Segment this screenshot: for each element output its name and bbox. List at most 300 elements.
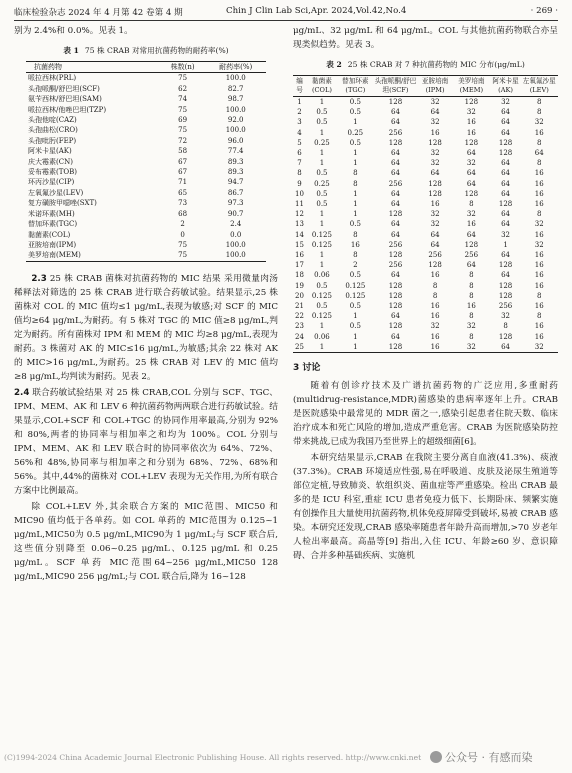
table1-row xyxy=(26,84,266,94)
table2-cell: 8 xyxy=(432,291,438,300)
table2-cell: 64 xyxy=(501,210,511,219)
table2-cell: 64 xyxy=(430,240,440,249)
section-2-4-text: 联合药敏试验结果 对 25 株 CRAB,COL 分别与 SCF、TGC、IPM、MEM、AK 和 LEV 6 种抗菌药物两两联合进行药敏试验。结果显示,COL+SCF 和 COL+TGC 的协同作用率最高,分别为 92%和 80%,两者的协同率与相加率之和均为 100%。COL 分别与 IPM、MEM、AK 和 LEV 联合时的协同率依次为 64%、72%、56%和 48%,协同率与相加率之和分别为 68%、72%、68%和 56%。其中,44%的菌株对 COL+LEV 表现为无关作用,为所有联合方案中比例最高。 xyxy=(14,387,278,496)
table2-cell: 64 xyxy=(534,149,544,158)
table2-cell: 128 xyxy=(388,322,403,331)
table1-row xyxy=(26,146,266,156)
table2-cell: 2 xyxy=(353,261,358,270)
table1-cell: 复方磺胺甲噁唑(SXT) xyxy=(28,199,97,208)
table2-cell: 0.5 xyxy=(349,98,361,106)
table2-cell: 32 xyxy=(430,220,440,229)
table2-cell: 1 xyxy=(319,251,325,260)
table1-cell: 97.3 xyxy=(227,199,244,208)
table2-cell: 8 xyxy=(469,291,474,300)
table1-cell: 2.4 xyxy=(230,220,242,229)
table2-cell: 17 xyxy=(295,261,304,270)
table1-cell: 62 xyxy=(178,84,188,93)
table2-cell: 256 xyxy=(498,302,513,311)
table2-cell: 128 xyxy=(464,138,479,147)
table1-cell: 氨苄西林/舒巴坦(SAM) xyxy=(28,95,102,104)
table2-row xyxy=(293,332,558,342)
table2-cell: 16 xyxy=(430,128,440,137)
table2-cell: 128 xyxy=(498,261,513,270)
table1-cell: 73 xyxy=(178,199,188,208)
table2-cell: 32 xyxy=(466,108,476,117)
table2-cell: 64 xyxy=(501,179,511,188)
table2-cell: 256 xyxy=(388,128,403,137)
table2-cell: 8 xyxy=(353,230,358,239)
table1-cell: 71 xyxy=(178,178,188,187)
table2-cell: 64 xyxy=(501,220,511,229)
table1-cell: 65 xyxy=(178,188,188,197)
table2-cell: 32 xyxy=(501,98,511,106)
table2-header: 美罗培南(MEM) xyxy=(458,77,485,94)
table2-cell: 2 xyxy=(297,108,302,117)
table2-cell: 4 xyxy=(297,128,302,137)
table2-cell: 0.125 xyxy=(345,291,366,300)
table2-cell: 3 xyxy=(297,118,302,127)
table2-cell: 32 xyxy=(430,210,440,219)
table2-cell: 0.125 xyxy=(311,230,332,239)
table1-cell: 妥布霉素(TOB) xyxy=(28,168,78,177)
table2-cell: 8 xyxy=(537,291,542,300)
table2-cell: 256 xyxy=(388,261,403,270)
table2-cell: 0.5 xyxy=(349,138,361,147)
table2-cell: 9 xyxy=(297,179,302,188)
table2-cell: 8 xyxy=(537,312,542,321)
table1-cell: 89.3 xyxy=(227,168,244,177)
table1-cell: 庆大霉素(CN) xyxy=(28,157,73,166)
table2-caption xyxy=(293,58,558,72)
table2-header: 亚胺培南(IPM) xyxy=(421,77,449,94)
table2-cell: 128 xyxy=(388,281,403,290)
table2-cell: 128 xyxy=(428,179,442,188)
table1-cell: 82.7 xyxy=(227,84,244,93)
table2-cell: 64 xyxy=(391,189,400,198)
table2-cell: 1 xyxy=(503,240,508,249)
table2-cell: 1 xyxy=(319,159,325,168)
table2-cell: 8 xyxy=(503,322,508,331)
table1-header: 抗菌药物 xyxy=(34,63,62,71)
table2-cell: 64 xyxy=(391,230,400,239)
table2-cell: 1 xyxy=(353,332,358,341)
table2-row xyxy=(293,301,558,311)
table2-cell: 32 xyxy=(466,210,476,219)
table2-header: 替加环素(TGC) xyxy=(342,77,369,94)
table2-row xyxy=(293,138,558,148)
table2-cell: 1 xyxy=(297,98,302,106)
table1-cell: 75 xyxy=(178,74,188,83)
table1-cell: 72 xyxy=(178,136,188,145)
table1-cell: 96.0 xyxy=(227,136,244,145)
table2-cell: 32 xyxy=(501,230,511,239)
table2-cell: 8 xyxy=(537,159,542,168)
table2-cell: 64 xyxy=(430,169,440,178)
table2-cell: 32 xyxy=(501,312,511,321)
table1-title: 75 株 CRAB 对常用抗菌药物的耐药率(%) xyxy=(84,46,229,55)
table2-header: 头孢哌酮/舒巴坦(SCF) xyxy=(374,77,417,94)
table2-cell: 128 xyxy=(464,240,479,249)
table2-cell: 16 xyxy=(466,128,476,137)
table2-cell: 7 xyxy=(297,159,302,168)
table2-cell: 16 xyxy=(534,189,544,198)
header-page-number: · 269 · xyxy=(530,6,558,16)
table1-row xyxy=(26,94,266,104)
table2-cell: 128 xyxy=(428,189,442,198)
table2-cell: 0.25 xyxy=(314,138,330,147)
table1-row xyxy=(26,105,266,115)
table2-cell: 128 xyxy=(388,302,403,311)
table2-row xyxy=(293,158,558,168)
header-journal-cn: 临床检验杂志 2024 年 4 月第 42 卷第 4 期 xyxy=(14,8,183,18)
table2-row xyxy=(293,270,558,280)
table1-caption xyxy=(14,44,278,58)
table2-cell: 14 xyxy=(295,230,304,239)
table2-cell: 19 xyxy=(295,281,304,290)
table2-cell: 8 xyxy=(432,281,438,290)
table1-cell: 美罗培南(MEM) xyxy=(28,251,81,260)
table2-cell: 128 xyxy=(464,98,479,106)
table1-cell: 92.0 xyxy=(227,116,244,125)
table2-cell: 128 xyxy=(388,98,403,106)
table1-cell: 90.7 xyxy=(227,209,244,218)
table2-cell: 0.5 xyxy=(316,200,328,209)
table2 xyxy=(293,75,558,353)
table2-row xyxy=(293,321,558,331)
table2-row xyxy=(293,168,558,178)
table2-row xyxy=(293,117,558,127)
table2-cell: 64 xyxy=(501,271,511,280)
table1-row xyxy=(26,209,266,219)
table1-row xyxy=(26,230,266,240)
table1-cell: 98.7 xyxy=(227,95,244,104)
table2-cell: 1 xyxy=(353,200,358,209)
table2-cell: 64 xyxy=(501,251,511,260)
table2-cell: 22 xyxy=(295,312,304,321)
table2-row xyxy=(293,250,558,260)
table2-cell: 16 xyxy=(534,281,544,290)
table2-row xyxy=(293,209,558,219)
table1-row xyxy=(26,167,266,177)
table2-cell: 32 xyxy=(466,159,476,168)
table2-row xyxy=(293,97,558,108)
table2-row xyxy=(293,260,558,270)
table1-cell: 100.0 xyxy=(225,240,246,249)
table2-cell: 0.06 xyxy=(314,271,330,280)
table2-cell: 64 xyxy=(466,261,476,270)
table2-cell: 8 xyxy=(469,271,474,280)
table2-cell: 64 xyxy=(391,118,400,127)
section-2-4 xyxy=(14,386,278,498)
header-rule xyxy=(14,20,558,21)
table2-cell: 16 xyxy=(534,179,544,188)
wechat-icon xyxy=(430,751,442,763)
table2-cell: 16 xyxy=(350,240,360,249)
table2-row xyxy=(293,240,558,250)
table2-header: 编号 xyxy=(296,77,303,94)
table2-cell: 64 xyxy=(430,230,440,239)
table2-cell: 64 xyxy=(466,179,476,188)
table1-cell: 67 xyxy=(178,157,188,166)
table2-cell: 8 xyxy=(469,200,474,209)
table2-cell: 16 xyxy=(534,332,544,341)
table2-cell: 0.5 xyxy=(316,169,328,178)
table2-cell: 23 xyxy=(295,322,304,331)
table2-cell: 16 xyxy=(466,220,476,229)
table2-cell: 0.5 xyxy=(349,302,361,311)
table2-cell: 8 xyxy=(297,169,302,178)
table2-cell: 64 xyxy=(501,118,511,127)
table2-cell: 64 xyxy=(501,169,511,178)
table2-cell: 256 xyxy=(388,179,403,188)
table2-cell: 0.5 xyxy=(316,118,328,127)
table1-cell: 头孢他啶(CAZ) xyxy=(28,116,77,125)
table2-body xyxy=(293,97,558,353)
table2-cell: 128 xyxy=(498,200,513,209)
table2-cell: 15 xyxy=(295,240,304,249)
table1-header: 耐药率(%) xyxy=(219,63,253,71)
table2-cell: 64 xyxy=(391,169,400,178)
table2-cell: 8 xyxy=(353,169,358,178)
table1-row xyxy=(26,115,266,125)
table2-row xyxy=(293,179,558,189)
table1-cell: 头孢吡肟(FEP) xyxy=(28,136,77,145)
table2-row xyxy=(293,230,558,240)
discussion-paragraph-2: 本研究结果显示,CRAB 在我院主要分离自血液(41.3%)、痰液(37.3%)。CRAB 环境适应性强,易在呼吸道、皮肤及泌尿生殖道等部位定植,导致肺炎、软组织炎、菌血症等严重感染。检出 CRAB 最多的是 ICU 科室,重症 ICU 患者免疫力低下、长期卧床、频繁实施有创操作且大量使用抗菌药物,机体免疫屏障受到破坏,易被 CRAB 感染。本研究还发现,CRAB 感染率随患者年龄升高而增加,>70 岁老年人检出率最高。高晶等[9] 指出,入住 ICU、年龄≥60 岁、意识障碍、合并多种基础疾病、实施机 xyxy=(293,453,558,562)
table2-row xyxy=(293,219,558,229)
table2-cell: 0.125 xyxy=(345,281,366,290)
table2-cell: 32 xyxy=(430,322,440,331)
table2-cell: 21 xyxy=(295,302,304,311)
right-top-text: μg/mL、32 μg/mL 和 64 μg/mL。COL 与其他抗菌药物联合亦呈现类似趋势。见表 3。 xyxy=(293,26,558,50)
table1-cell: 67 xyxy=(178,168,188,177)
table2-cell: 128 xyxy=(388,291,403,300)
table2-cell: 0.5 xyxy=(349,271,361,280)
table2-cell: 16 xyxy=(430,312,440,321)
table2-cell: 128 xyxy=(388,342,403,351)
table2-cell: 64 xyxy=(501,108,511,117)
table2-cell: 0.5 xyxy=(316,302,328,311)
table2-cell: 32 xyxy=(430,159,440,168)
table2-cell: 6 xyxy=(297,149,302,158)
table2-cell: 8 xyxy=(469,281,474,290)
table2-cell: 1 xyxy=(353,149,358,158)
table1-cell: 2 xyxy=(180,220,185,229)
table2-cell: 1 xyxy=(353,312,358,321)
table2-cell: 0.125 xyxy=(311,312,332,321)
table2-cell: 32 xyxy=(534,342,544,351)
table2-cell: 0.5 xyxy=(316,108,328,117)
table1-cell: 黏菌素(COL) xyxy=(28,230,71,239)
table2-cell: 16 xyxy=(534,322,544,331)
table2-cell: 16 xyxy=(295,251,304,260)
table2-cell: 16 xyxy=(430,200,440,209)
table2-cell: 128 xyxy=(498,281,513,290)
header-journal-en: Chin J Clin Lab Sci,Apr. 2024,Vol.42,No.4 xyxy=(226,6,407,16)
table2-cell: 256 xyxy=(464,251,479,260)
table2-cell: 12 xyxy=(295,210,304,219)
table2-title: 25 株 CRAB 对 7 种抗菌药物的 MIC 分布(μg/mL) xyxy=(347,60,525,69)
table2-cell: 32 xyxy=(430,98,440,106)
table2-cell: 32 xyxy=(534,240,544,249)
table1-cell: 75 xyxy=(178,105,188,114)
table2-cell: 32 xyxy=(430,149,440,158)
table1-cell: 68 xyxy=(178,209,188,218)
table2-cell: 16 xyxy=(534,230,544,239)
table2-cell: 0.06 xyxy=(314,332,330,341)
table2-cell: 0.5 xyxy=(349,322,361,331)
table2-cell: 16 xyxy=(534,169,544,178)
section-2-3 xyxy=(14,272,278,384)
table2-cell: 1 xyxy=(353,189,358,198)
table2-cell: 128 xyxy=(428,138,442,147)
left-column xyxy=(14,24,278,584)
table1-cell: 58 xyxy=(178,147,188,156)
table2-row xyxy=(293,291,558,301)
table2-cell: 0.125 xyxy=(311,240,332,249)
table1-cell: 头孢哌酮/舒巴坦(SCF) xyxy=(28,84,100,93)
table1-row xyxy=(26,136,266,146)
table1-cell: 哌拉西林/他唑巴坦(TZP) xyxy=(28,105,107,114)
table1-cell: 头孢曲松(CRO) xyxy=(28,126,78,135)
table2-cell: 1 xyxy=(319,128,325,137)
table1-label: 表 1 xyxy=(63,46,79,55)
table1-cell: 75 xyxy=(178,126,188,135)
table1-row xyxy=(26,125,266,135)
table1-cell: 米诺环素(MH) xyxy=(28,209,75,218)
table1-cell: 阿米卡星(AK) xyxy=(28,147,72,156)
table2-cell: 128 xyxy=(498,291,513,300)
table2-cell: 16 xyxy=(430,332,440,341)
table1-cell: 0.0 xyxy=(230,230,242,239)
table2-cell: 16 xyxy=(466,118,476,127)
table2-cell: 16 xyxy=(534,200,544,209)
section-2-4-number: 2.4 xyxy=(14,387,30,398)
table2-cell: 32 xyxy=(466,322,476,331)
table2-cell: 128 xyxy=(428,261,442,270)
watermark xyxy=(430,749,533,765)
table1-row xyxy=(26,188,266,198)
table2-cell: 0.5 xyxy=(316,189,328,198)
table2-cell: 8 xyxy=(469,312,474,321)
table2-cell: 128 xyxy=(498,138,513,147)
table1-cell: 77.4 xyxy=(227,147,244,156)
table1-row xyxy=(26,177,266,187)
copyright-footer: (C)1994-2024 China Academic Journal Electronic Publishing House. All rights reserved. http://www.cnki.net xyxy=(4,753,422,762)
table1-cell: 89.3 xyxy=(227,157,244,166)
table1-cell: 哌拉西林(PRL) xyxy=(28,74,77,83)
watermark-text: 公众号 · 有感而染 xyxy=(445,751,533,764)
table2-cell: 0.25 xyxy=(314,179,330,188)
table2-cell: 64 xyxy=(501,189,511,198)
table2-cell: 128 xyxy=(498,332,513,341)
table2-row xyxy=(293,342,558,353)
table2-cell: 32 xyxy=(534,220,544,229)
table1-body xyxy=(26,73,266,261)
table2-row xyxy=(293,128,558,138)
table2-cell: 1 xyxy=(353,210,358,219)
table2-cell: 64 xyxy=(391,332,400,341)
table2-cell: 24 xyxy=(295,332,304,341)
table1-cell: 100.0 xyxy=(225,105,246,114)
table2-cell: 8 xyxy=(537,98,542,106)
table2-cell: 1 xyxy=(353,159,358,168)
table1-row xyxy=(26,73,266,84)
table2-cell: 8 xyxy=(537,210,542,219)
paragraph-mic-comparison: 除 COL+LEV 外,其余联合方案的 MIC范围、MIC50 和 MIC90 值均低于各单药。如 COL 单药的 MIC范围为 0.125~1 μg/mL,MIC50为 0.5 μg/mL,MIC90为 1 μg/mL;与 SCF 联合后,这些值分别降至 0.06~0.25 μg/mL、0.125 μg/mL 和 0.25 μg/mL。SCF 单药 MIC范围64~256 μg/mL,MIC50 128 μg/mL,MIC90 256 μg/mL;与 COL 联合后,降为 16~128 xyxy=(14,501,278,582)
table2-cell: 64 xyxy=(501,128,511,137)
table2-cell: 1 xyxy=(353,342,358,351)
table2-row xyxy=(293,107,558,117)
section-2-3-text: 25 株 CRAB 菌株对抗菌药物的 MIC 结果 采用微量肉汤稀释法对筛选的 25 株 CRAB 进行联合药敏试验。结果显示,25 株菌株对 COL 的 MIC 值均≤1 μg/mL,表现为敏感;对 SCF 的 MIC 值均≥64 μg/mL,为耐药。有 5 株对 TGC 的 MIC 值≥8 μg/mL,判定为耐药。所有菌株对 IPM 和 MEM 的 MIC 均≥8 μg/mL,表现为耐药。3 株菌对 AK 的 MIC≤16 μg/mL,为敏感;其余 22 株对 AK 的 MIC>16 μg/mL,为耐药。25 株 CRAB 对 LEV 的 MIC 值均≥8 μg/mL,均判读为耐药。见表 2。 xyxy=(14,273,278,382)
table2-cell: 32 xyxy=(534,118,544,127)
table2-label: 表 2 xyxy=(326,60,342,69)
table2-cell: 64 xyxy=(466,169,476,178)
table1-cell: 74 xyxy=(178,95,188,104)
table2-cell: 64 xyxy=(466,149,476,158)
table1-row xyxy=(26,198,266,208)
table1-cell: 94.7 xyxy=(227,178,244,187)
table2-cell: 25 xyxy=(295,342,304,351)
table2-cell: 1 xyxy=(319,149,325,158)
table1-cell: 100.0 xyxy=(225,251,246,260)
table2-cell: 1 xyxy=(319,220,325,229)
table2-cell: 16 xyxy=(534,261,544,270)
table1-header: 株数(n) xyxy=(170,63,195,71)
table2-cell: 128 xyxy=(388,251,403,260)
table2-header: 阿米卡星(AK) xyxy=(492,77,519,94)
table2-cell: 64 xyxy=(391,108,400,117)
table2-cell: 16 xyxy=(430,342,440,351)
table1-cell: 75 xyxy=(178,240,188,249)
table2-cell: 1 xyxy=(319,98,325,106)
table2-cell: 128 xyxy=(498,149,513,158)
table1-row xyxy=(26,250,266,261)
table1-row xyxy=(26,240,266,250)
table2-cell: 128 xyxy=(464,189,479,198)
running-header xyxy=(14,5,558,21)
table2-cell: 16 xyxy=(534,302,544,311)
table2-cell: 1 xyxy=(319,322,325,331)
table2-cell: 1 xyxy=(353,118,358,127)
table2-cell: 64 xyxy=(501,159,511,168)
table1-cell: 100.0 xyxy=(225,126,246,135)
table2-cell: 64 xyxy=(430,108,440,117)
table2-cell: 8 xyxy=(537,138,542,147)
table2-cell: 256 xyxy=(388,240,403,249)
table2-cell: 64 xyxy=(466,230,476,239)
table2-cell: 16 xyxy=(534,128,544,137)
table2-cell: 64 xyxy=(391,220,400,229)
table1-cell: 100.0 xyxy=(225,74,246,83)
table2-row xyxy=(293,311,558,321)
table2-row xyxy=(293,148,558,158)
discussion-paragraph-1: 随着有创诊疗技术及广谱抗菌药物的广泛应用,多重耐药(multidrug-resistance,MDR)菌感染的患病率逐年上升。CRAB 是医院感染中最常见的 MDR 菌之一,感染引起患者住院天数、临床治疗成本和死亡风险的增加,造成严重危害。CRAB 为医院感染防控带来挑战,已成为我国乃至世界上的超级细菌[6]。 xyxy=(293,381,558,448)
table1-cell: 0 xyxy=(180,230,185,239)
table2-cell: 0.5 xyxy=(349,220,361,229)
table1-row xyxy=(26,219,266,229)
table2-cell: 64 xyxy=(391,312,400,321)
table2-cell: 0.125 xyxy=(311,291,332,300)
table2-cell: 18 xyxy=(295,271,304,280)
table1-cell: 环丙沙星(CIP) xyxy=(28,178,75,187)
table2-cell: 16 xyxy=(534,271,544,280)
table2-cell: 16 xyxy=(466,302,476,311)
table2-cell: 0.5 xyxy=(349,108,361,117)
table1-cell: 69 xyxy=(178,116,188,125)
table2-cell: 0.5 xyxy=(316,281,328,290)
table1-cell: 亚胺培南(IPM) xyxy=(28,240,77,249)
